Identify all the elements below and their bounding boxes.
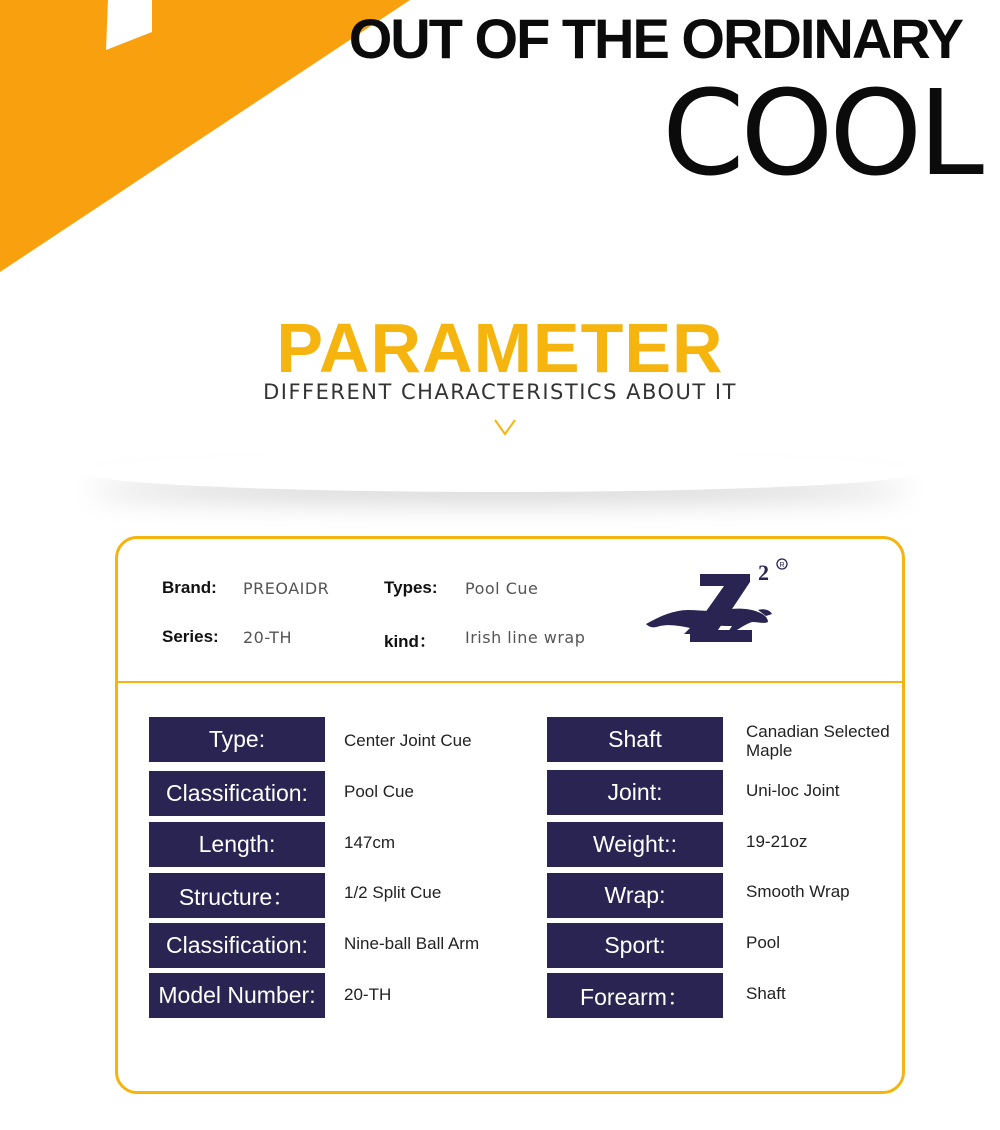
param-value-left: Pool Cue (344, 782, 414, 801)
param-value-right: Shaft (746, 984, 786, 1003)
param-value-right: Canadian Selected Maple (746, 722, 890, 760)
headline-bold: OUT OF THE ORDINARY (348, 7, 962, 70)
param-value-right: Smooth Wrap (746, 882, 850, 901)
param-value-left: 1/2 Split Cue (344, 883, 442, 902)
param-value-left: 20-TH (344, 985, 392, 1004)
section-subtitle: DIFFERENT CHARACTERISTICS ABOUT IT (263, 380, 737, 404)
param-value-left: 147cm (344, 833, 396, 852)
param-label-right: Wrap: (547, 873, 723, 918)
series-value: 20-TH (243, 628, 292, 647)
brand-label: Brand: (162, 578, 217, 597)
param-value-left: Center Joint Cue (344, 731, 472, 750)
param-value-right: 19-21oz (746, 832, 808, 851)
headline-cool: COOL (662, 64, 980, 202)
brand-value: PREOAIDR (243, 579, 330, 598)
section-title: PARAMETER (276, 309, 724, 387)
param-label-right: Shaft (547, 717, 723, 762)
param-label-left: Type: (149, 717, 325, 762)
param-label-left: Model Number: (149, 973, 325, 1018)
param-label-right: Forearm： (547, 973, 723, 1018)
svg-text:2: 2 (758, 560, 769, 585)
svg-text:R: R (779, 562, 785, 569)
param-label-left: Length: (149, 822, 325, 867)
z2-panther-logo (640, 552, 800, 656)
kind-value: Irish line wrap (465, 628, 586, 647)
param-value-right: Uni-loc Joint (746, 781, 840, 800)
param-label-left: Structure： (149, 873, 325, 918)
types-value: Pool Cue (465, 579, 539, 598)
types-label: Types: (384, 578, 438, 597)
section-shadow-divider (80, 452, 920, 492)
param-label-left: Classification: (149, 923, 325, 968)
param-label-right: Sport: (547, 923, 723, 968)
kind-label: kind： (384, 632, 436, 651)
param-value-left: Nine-ball Ball Arm (344, 934, 480, 953)
card-divider (117, 681, 903, 683)
chevron-down-icon (493, 416, 517, 438)
param-label-left: Classification: (149, 771, 325, 816)
param-label-right: Joint: (547, 770, 723, 815)
series-label: Series: (162, 627, 219, 646)
param-value-right: Pool (746, 933, 781, 952)
param-label-right: Weight:: (547, 822, 723, 867)
